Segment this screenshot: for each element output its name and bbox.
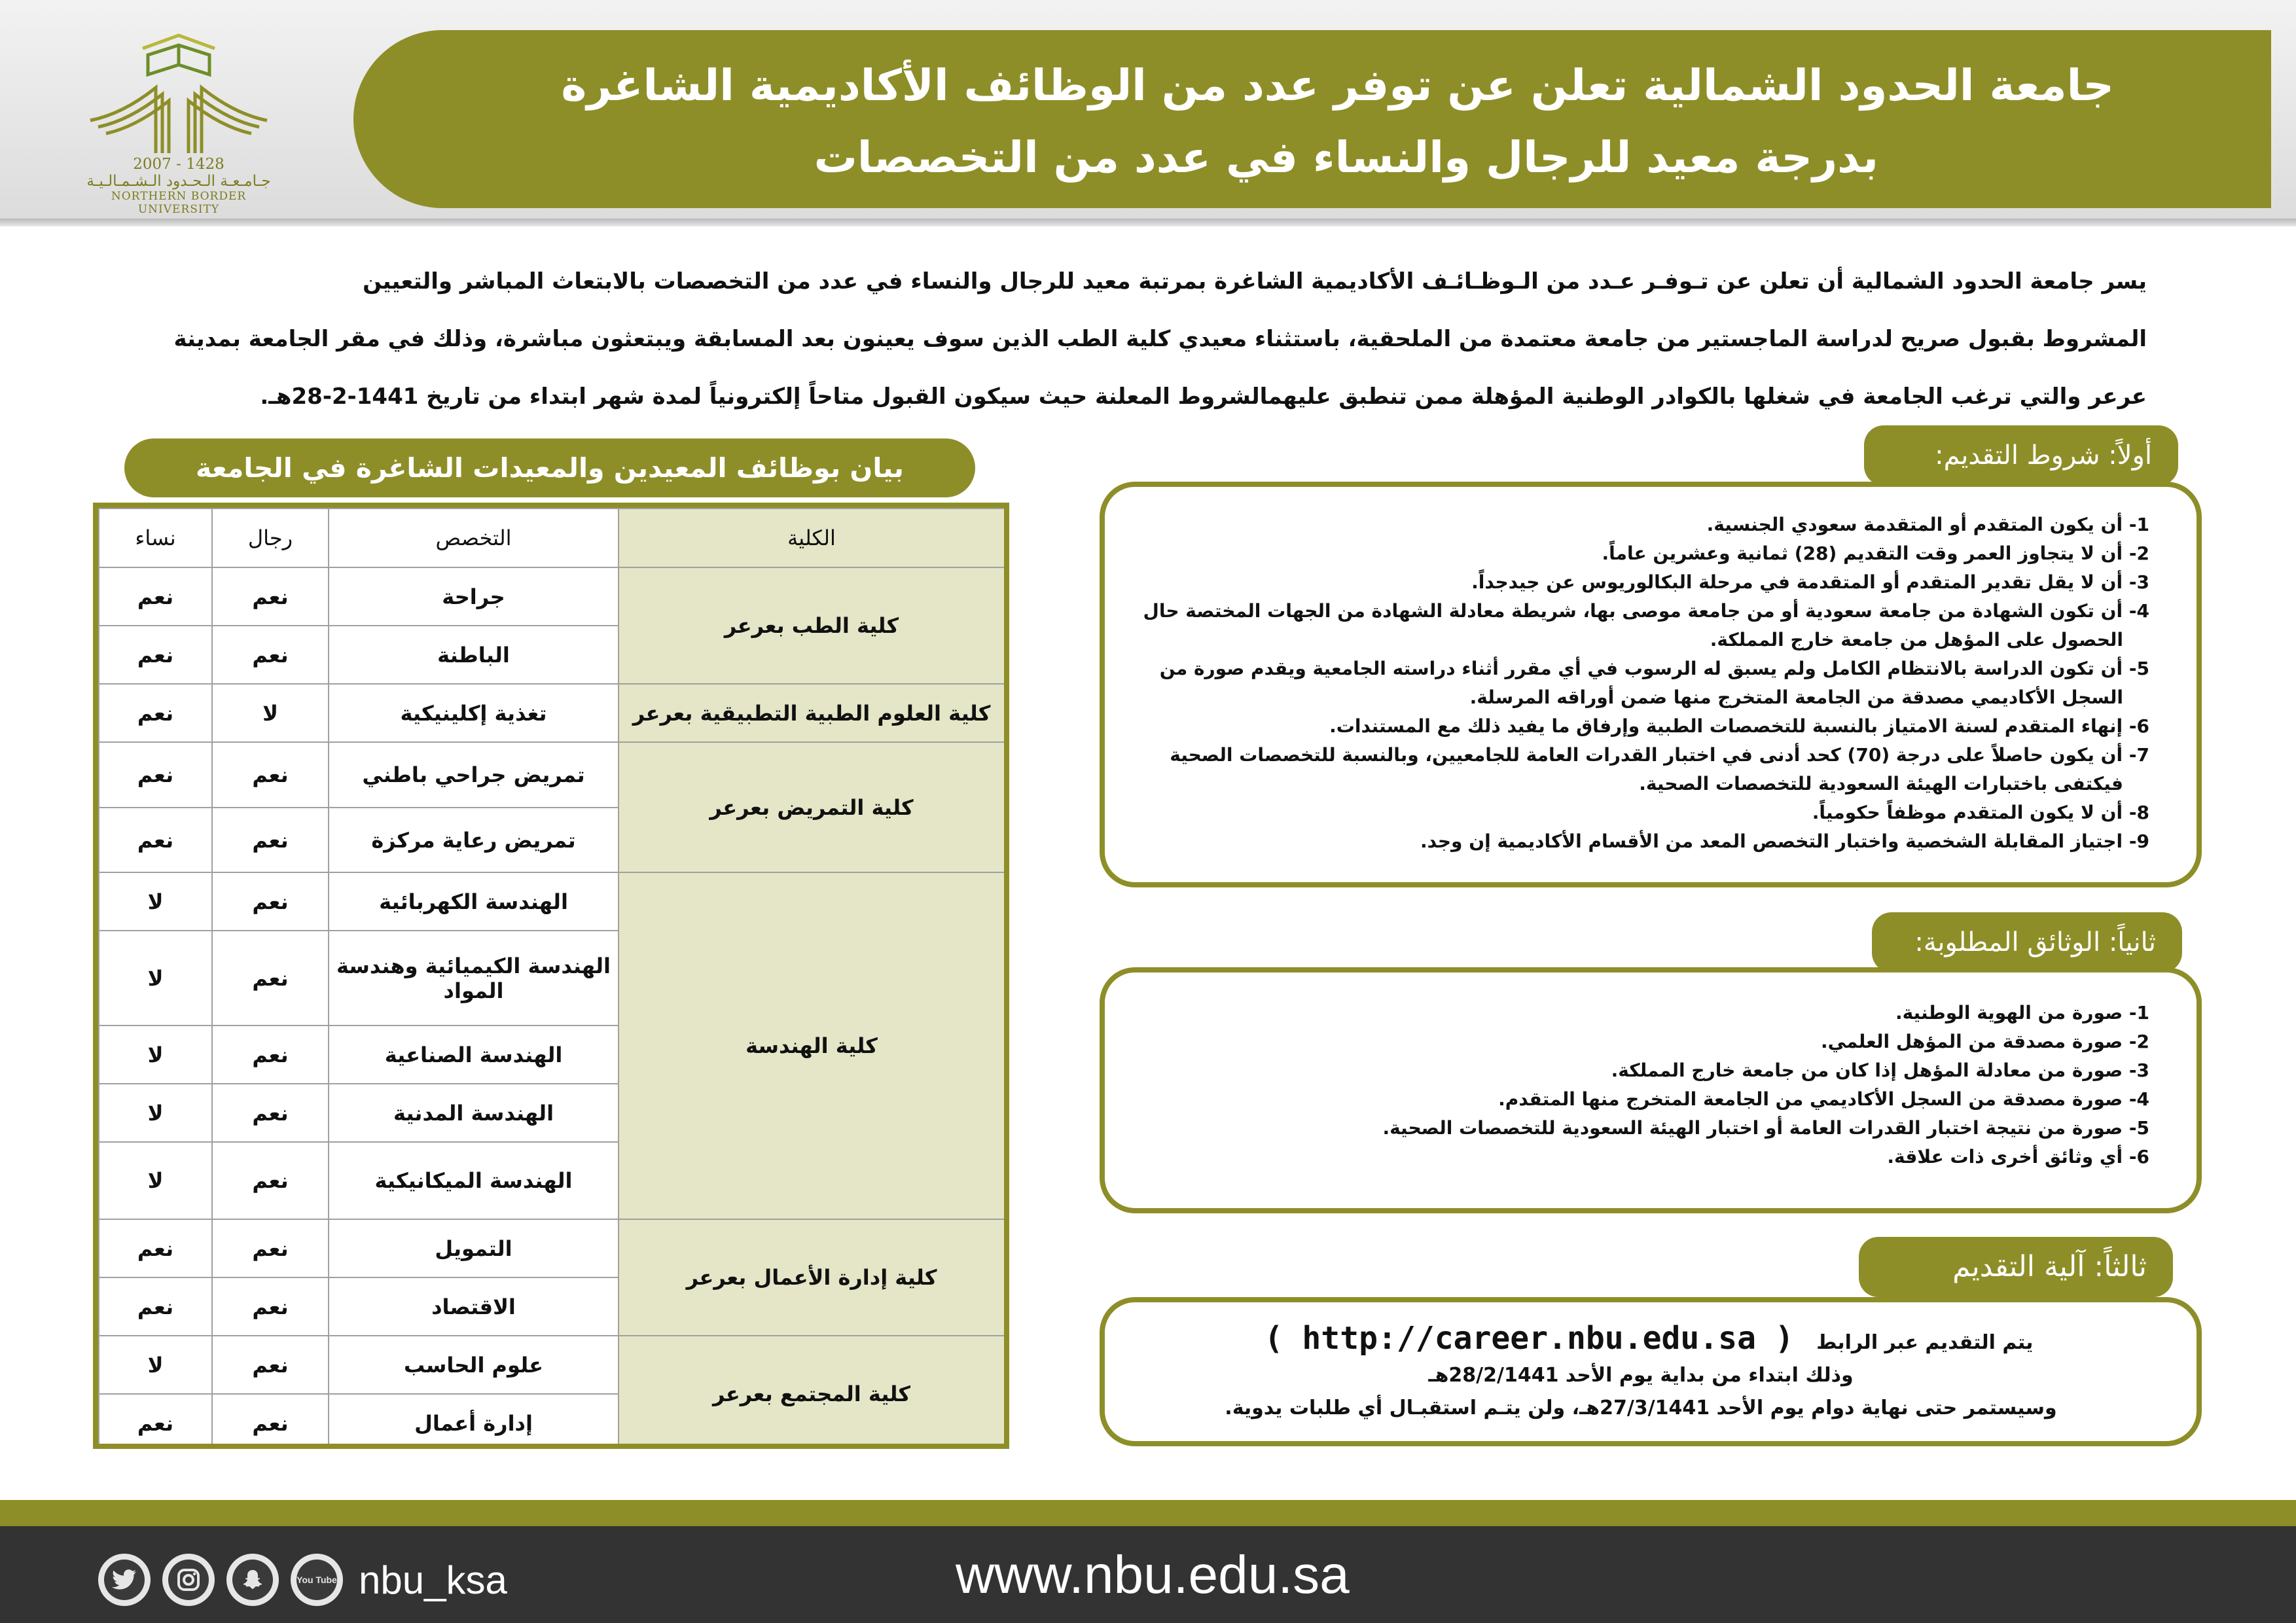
- specialty-cell: علوم الحاسب: [329, 1336, 619, 1394]
- specialty-cell: إدارة أعمال: [329, 1394, 619, 1449]
- page-title-line2: بدرجة معيد للرجال والنساء في عدد من التخصصات: [814, 132, 1878, 183]
- title-banner: [353, 30, 2271, 208]
- mechanism-title: ثالثاً: آلية التقديم: [1859, 1237, 2173, 1297]
- condition-item: 3- أن لا يقل تقدير المتقدم أو المتقدمة في مرحلة البكالوريوس عن جيدجداً.: [1471, 571, 2149, 593]
- specialty-cell: التمويل: [329, 1219, 619, 1277]
- table-row: [99, 1219, 1005, 1277]
- mechanism-prefix: يتم التقديم عبر الرابط: [1816, 1331, 2034, 1354]
- men-cell: نعم: [212, 1336, 329, 1394]
- men-cell: نعم: [212, 872, 329, 931]
- women-cell: لا: [99, 1084, 212, 1142]
- women-cell: نعم: [99, 567, 212, 626]
- men-cell: نعم: [212, 742, 329, 808]
- specialty-cell: تغذية إكلينيكية: [329, 684, 619, 742]
- women-cell: لا: [99, 872, 212, 931]
- document-item: 5- صورة من نتيجة اختبار القدرات العامة أو اختبار الهيئة السعودية للتخصصات الصحية.: [1382, 1117, 2149, 1139]
- vacancies-table-title: بيان بوظائف المعيدين والمعيدات الشاغرة في الجامعة: [124, 438, 975, 497]
- specialty-cell: الهندسة الكيميائية وهندسة المواد: [329, 931, 619, 1026]
- women-cell: نعم: [99, 1277, 212, 1336]
- document-item: 3- صورة من معادلة المؤهل إذا كان من جامعة خارج المملكة.: [1611, 1060, 2149, 1081]
- men-cell: نعم: [212, 1219, 329, 1277]
- condition-item: 6- إنهاء المتقدم لسنة الامتياز بالنسبة للتخصصات الطبية وإرفاق ما يفيد ذلك مع المستندات.: [1329, 715, 2149, 737]
- logo-arabic-name: جـامـعـة الـحـدود الـشـمـالـيـة: [86, 173, 271, 190]
- youtube-icon[interactable]: [291, 1554, 343, 1606]
- condition-item: 7- أن يكون حاصلاً على درجة (70) كحد أدنى في اختبار القدرات العامة للجامعيين، وبالنسبة للتخصصات الصحية: [1170, 744, 2149, 766]
- specialty-cell: تمريض رعاية مركزة: [329, 808, 619, 872]
- table-row: [99, 1336, 1005, 1394]
- faculty-cell: كلية الطب بعرعر: [619, 567, 1005, 684]
- men-cell: نعم: [212, 1084, 329, 1142]
- men-cell: نعم: [212, 626, 329, 684]
- mechanism-end: وسيستمر حتى نهاية دوام يوم الأحد 27/3/1441هـ، ولن يتـم استقبـال أي طلبات يدوية.: [1225, 1397, 2057, 1419]
- table-row: [99, 567, 1005, 626]
- women-cell: نعم: [99, 808, 212, 872]
- men-cell: لا: [212, 684, 329, 742]
- header-men: رجال: [212, 508, 329, 567]
- women-cell: نعم: [99, 1394, 212, 1449]
- men-cell: نعم: [212, 1394, 329, 1449]
- specialty-cell: الهندسة المدنية: [329, 1084, 619, 1142]
- conditions-box: [1100, 482, 2202, 887]
- header-specialty: التخصص: [329, 508, 619, 567]
- men-cell: نعم: [212, 808, 329, 872]
- specialty-cell: الهندسة الصناعية: [329, 1026, 619, 1084]
- mechanism-start: وذلك ابتداء من بداية يوم الأحد 28/2/1441هـ: [1428, 1364, 1854, 1387]
- logo-years: 1428 - 2007: [133, 156, 224, 173]
- condition-item: فيكتفى باختبارات الهيئة السعودية للتخصصات الصحية.: [1639, 773, 2123, 794]
- condition-item: 4- أن تكون الشهادة من جامعة سعودية أو من جامعة موصى بها، شريطة معادلة الشهادة من الجهات المختصة حال: [1143, 600, 2149, 622]
- specialty-cell: جراحة: [329, 567, 619, 626]
- faculty-cell: كلية إدارة الأعمال بعرعر: [619, 1219, 1005, 1336]
- table-row: [99, 684, 1005, 742]
- women-cell: لا: [99, 1142, 212, 1219]
- condition-item: 9- اجتياز المقابلة الشخصية واختبار التخصص المعد من الأقسام الأكاديمية إن وجد.: [1420, 830, 2149, 852]
- document-item: 1- صورة من الهوية الوطنية.: [1895, 1002, 2149, 1024]
- vacancies-table: [93, 503, 1009, 1449]
- social-handle[interactable]: nbu_ksa: [359, 1558, 507, 1602]
- condition-item: 2- أن لا يتجاوز العمر وقت التقديم (28) ثمانية وعشرين عاماً.: [1602, 543, 2149, 564]
- specialty-cell: الباطنة: [329, 626, 619, 684]
- women-cell: نعم: [99, 626, 212, 684]
- specialty-cell: تمريض جراحي باطني: [329, 742, 619, 808]
- men-cell: نعم: [212, 931, 329, 1026]
- logo-emblem-icon: [77, 29, 280, 160]
- men-cell: نعم: [212, 1142, 329, 1219]
- table-row: [99, 872, 1005, 931]
- table-row: [99, 742, 1005, 808]
- application-link[interactable]: ( http://career.nbu.edu.sa ): [1264, 1320, 1794, 1357]
- men-cell: نعم: [212, 567, 329, 626]
- men-cell: نعم: [212, 1026, 329, 1084]
- faculty-cell: كلية العلوم الطبية التطبيقية بعرعر: [619, 684, 1005, 742]
- header-women: نساء: [99, 508, 212, 567]
- header-faculty: الكلية: [619, 508, 1005, 567]
- instagram-icon[interactable]: [162, 1554, 215, 1606]
- women-cell: نعم: [99, 684, 212, 742]
- condition-item: 5- أن تكون الدراسة بالانتظام الكامل ولم يسبق له الرسوب في أي مقرر أثناء دراسته الجامعية ويقدم صورة من: [1159, 658, 2149, 679]
- documents-title: ثانياً: الوثائق المطلوبة:: [1872, 912, 2182, 972]
- intro-line: عرعر والتي ترغب الجامعة في شغلها بالكوادر الوطنية المؤهلة ممن تنطبق عليهمالشروط المعلنة حيث سيكون القبول متاحاً إلكترونياً لمدة شهر ابتداء من تاريخ 1441-2-28هـ.: [260, 383, 2147, 410]
- women-cell: نعم: [99, 742, 212, 808]
- footer-strip: [0, 1500, 2296, 1526]
- women-cell: لا: [99, 1026, 212, 1084]
- youtube-label: You Tube: [296, 1560, 337, 1600]
- document-item: 6- أي وثائق أخرى ذات علاقة.: [1887, 1146, 2149, 1168]
- conditions-title: أولاً: شروط التقديم:: [1864, 425, 2178, 486]
- page-title-line1: جامعة الحدود الشمالية تعلن عن توفر عدد من الوظائف الأكاديمية الشاغرة: [561, 60, 2114, 111]
- mechanism-box: [1100, 1297, 2202, 1446]
- faculty-cell: كلية المجتمع بعرعر: [619, 1336, 1005, 1449]
- twitter-icon[interactable]: [98, 1554, 151, 1606]
- specialty-cell: الهندسة الميكانيكية: [329, 1142, 619, 1219]
- logo-caption: [71, 156, 287, 216]
- faculty-cell: كلية الهندسة: [619, 872, 1005, 1219]
- condition-item: 8- أن لا يكون المتقدم موظفاً حكومياً.: [1812, 802, 2149, 823]
- website-link[interactable]: www.nbu.edu.sa: [956, 1545, 1350, 1605]
- social-links: [98, 1554, 507, 1606]
- condition-item: الحصول على المؤهل من جامعة خارج المملكة.: [1710, 629, 2123, 651]
- header-divider: [0, 219, 2296, 226]
- condition-item: السجل الأكاديمي مصدقة من الجامعة المتخرج منها ضمن أوراقه المرسلة.: [1469, 687, 2123, 708]
- document-item: 4- صورة مصدقة من السجل الأكاديمي من الجامعة المتخرج منها المتقدم.: [1498, 1088, 2149, 1110]
- condition-item: 1- أن يكون المتقدم أو المتقدمة سعودي الجنسية.: [1706, 514, 2149, 535]
- intro-paragraph: [164, 253, 2147, 425]
- women-cell: لا: [99, 931, 212, 1026]
- logo-english-name: NORTHERN BORDER UNIVERSITY: [111, 190, 247, 216]
- documents-box: [1100, 967, 2202, 1213]
- women-cell: لا: [99, 1336, 212, 1394]
- women-cell: نعم: [99, 1219, 212, 1277]
- specialty-cell: الاقتصاد: [329, 1277, 619, 1336]
- intro-line: المشروط بقبول صريح لدراسة الماجستير من جامعة معتمدة من الملحقية، باستثناء معيدي كلية الطب الذين سوف يعينون بعد المسابقة ويبتعثون مباشرة، وذلك في مقر الجامعة بمدينة: [173, 326, 2147, 352]
- specialty-cell: الهندسة الكهربائية: [329, 872, 619, 931]
- document-item: 2- صورة مصدقة من المؤهل العلمي.: [1821, 1031, 2149, 1052]
- intro-line: يسر جامعة الحدود الشمالية أن تعلن عن تـوفـر عـدد من الـوظـائـف الأكاديمية الشاغرة بمرتبة معيد للرجال والنساء في عدد من التخصصات بالابتعاث المباشر والتعيين: [363, 268, 2147, 294]
- men-cell: نعم: [212, 1277, 329, 1336]
- snapchat-icon[interactable]: [226, 1554, 279, 1606]
- faculty-cell: كلية التمريض بعرعر: [619, 742, 1005, 872]
